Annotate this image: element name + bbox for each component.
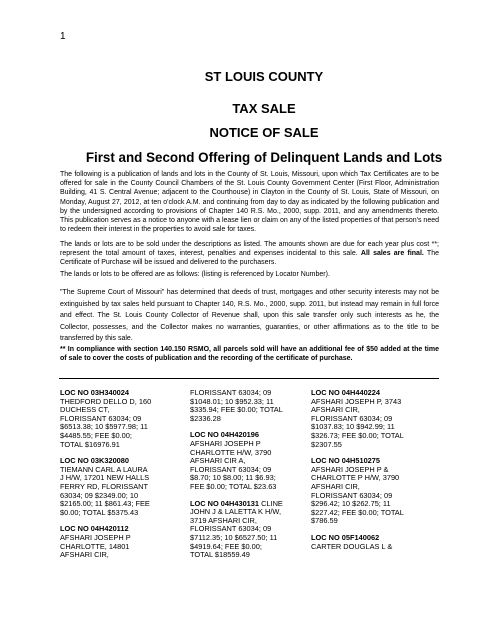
listing-detail-line: AFSHARI CIR A,	[190, 456, 246, 466]
listing-detail-line: $2336.28	[190, 413, 221, 423]
listing-detail-line: $1048.01; 10 $952.33; 11	[190, 396, 274, 406]
listing-detail-line: CHARLOTTE, 14801	[60, 541, 130, 551]
listing-detail-line: AFSHARI JOSEPH P	[60, 532, 131, 542]
title-notice-of-sale: NOTICE OF SALE	[209, 125, 319, 140]
listing-detail-line: $4485.55; FEE $0.00;	[60, 430, 132, 440]
section-divider	[59, 378, 439, 379]
certificate-text: The Certificate of Purchase will be issued and delivered to the purchasers.	[60, 250, 439, 267]
listing-detail-line: DUCHESS CT,	[60, 405, 110, 415]
listing-entry	[60, 457, 178, 517]
listing-detail-line: $227.42; FEE $0.00; TOTAL	[311, 507, 404, 517]
listing-detail-line: $4919.64; FEE $0.00;	[190, 541, 262, 551]
title-offering: First and Second Offering of Delinquent Lands and Lots	[85, 150, 443, 165]
listing-detail-line: TIEMANN CARL A LAURA	[60, 464, 148, 474]
listing-entry	[60, 389, 178, 449]
listing-detail-line: FEE $0.00; TOTAL $23.63	[190, 481, 277, 491]
listing-entry	[190, 431, 308, 491]
listing-column-3	[311, 389, 429, 551]
listing-detail-line: $2165.00; 11 $861.43; FEE	[60, 499, 150, 509]
listing-entry	[311, 457, 429, 526]
listing-detail-line: $1037.83; 10 $942.99; 11	[311, 422, 395, 432]
listing-detail-line: 3719 AFSHARI CIR,	[190, 515, 257, 525]
listing-detail-line: FLORISSANT 63034; 09	[311, 413, 393, 423]
listing-detail-line: CARTER DOUGLAS L &	[311, 541, 393, 551]
locator-number: LOC NO 04H420112	[60, 524, 129, 534]
listing-detail-line: $0.00; TOTAL $5375.43	[60, 507, 139, 517]
title-county: ST LOUIS COUNTY	[204, 69, 324, 84]
listing-detail-line: $786.59	[311, 516, 338, 526]
locator-number: LOC NO 03K320080	[60, 456, 130, 466]
listing-detail-line: $6513.38; 10 $5977.98; 11	[60, 422, 148, 432]
sold-under-paragraph	[60, 240, 439, 268]
sold-under-text: The lands or lots are to be sold under the descriptions as listed. The amounts shown are due for each year plus cost **; represent the total amount of taxes, interest, penalties and expenses incidental to this sale.	[60, 241, 439, 258]
listing-entry	[190, 500, 308, 560]
locator-number: LOC NO 04H430131	[190, 498, 260, 508]
listing-entry	[311, 534, 429, 551]
listing-detail-line: $335.94; FEE $0.00; TOTAL	[190, 405, 283, 415]
locator-number: LOC NO 04H510275	[311, 456, 381, 466]
listing-detail-line: FERRY RD, FLORISSANT	[60, 481, 149, 491]
listing-detail-line: $8.70; 10 $8.00; 11 $6.93;	[190, 473, 276, 483]
locator-number: LOC NO 03H340024	[60, 388, 130, 397]
supreme-court-paragraph: "The Supreme Court of Missouri" has determined that deeds of trust, mortgages and other security interests may not be extinguished by tax sales held pursuant to Chapter 140, R.S. Mo., 2000, supp. 2011, but instead may remain in full force and effect. The St. Louis County Collector of Revenue shall, upon this sale transfer only such interests as he, the Collector, possesses, and the Collector makes no warranties, guaranties, or other affirmations as to the title to be transferred by this sale.	[60, 289, 439, 343]
listing-detail-line: AFSHARI CIR,	[311, 405, 360, 415]
listing-detail-line: AFSHARI CIR,	[60, 550, 109, 560]
listing-detail-line: FLORISSANT 63034; 09	[311, 490, 393, 500]
listing-detail-line: TOTAL $16976.91	[60, 439, 120, 449]
listing-detail-line: CHARLOTTE H/W, 3790	[190, 447, 272, 457]
listing-entry	[190, 389, 308, 423]
title-tax-sale: TAX SALE	[232, 101, 296, 116]
listing-detail-line: FLORISSANT 63034; 09	[190, 464, 272, 474]
listing-detail-line: FLORISSANT 63034; 09	[190, 524, 272, 534]
intro-paragraph: The following is a publication of lands and lots in the County of St. Louis, Missouri, upon which Tax Certificates are to be offered for sale in the County Council Chambers of the St. Louis County Government Center (First Floor, Administration Building, 41 S. Central Avenue; adjacent to the Courthouse) in Clayton in the County of St. Louis, State of Missouri, on Monday, August 27, 2012, at ten o'clock A.M. and continuing from day to day as indicated by the following publication and by the undersigned according to provisions of Chapter 140 R.S. Mo., 2000, supp. 2011, and any amendments thereto. This publication serves as a notice to anyone with a lease lien or claim on any of the listed properties of that person's need to redeem their interest in the properties to avoid sale for taxes.	[60, 171, 439, 234]
listing-detail-line: 63034; 09 $2349.00; 10	[60, 490, 139, 500]
offered-paragraph: The lands or lots to be offered are as follows: (listing is referenced by Locator Number).	[60, 271, 330, 278]
listing-detail-line: AFSHARI CIR,	[311, 481, 360, 491]
listing-detail-line: AFSHARI JOSEPH P &	[311, 464, 389, 474]
listing-detail-line: AFSHARI JOSEPH P	[190, 438, 261, 448]
listing-detail-line: AFSHARI JOSEPH P, 3743	[311, 396, 402, 406]
listing-entry	[60, 525, 178, 559]
listing-detail-line: J H/W, 17201 NEW HALLS	[60, 473, 150, 483]
listing-column-2	[190, 389, 308, 560]
listing-detail-line: JOHN J & LALETTA K H/W,	[190, 507, 282, 517]
fee-notice-paragraph: ** In compliance with section 140.150 RSMO, all parcels sold will have an additional fee of $50 added at the time of sale to cover the costs of publication and the recording of the certificate of purchase.	[60, 346, 439, 363]
listing-detail-line: TOTAL $18559.49	[190, 550, 250, 560]
page-number: 1	[60, 31, 66, 42]
locator-number: LOC NO 04H440224	[311, 388, 381, 397]
listing-detail-line: CHARLOTTE P H/W, 3790	[311, 473, 400, 483]
listing-detail-line: FLORISSANT 63034; 09	[190, 388, 272, 397]
listing-detail-line: THEDFORD DELLO D, 160	[60, 396, 152, 406]
locator-number: LOC NO 05F140062	[311, 532, 380, 542]
listing-detail-line: $2307.55	[311, 439, 342, 449]
listing-detail-line: $7112.35; 10 $6527.50; 11	[190, 532, 278, 542]
listing-detail-line: $296.42; 10 $262.75; 11	[311, 499, 391, 509]
listing-detail-line: FLORISSANT 63034; 09	[60, 413, 142, 423]
final-sales-bold: All sales are final.	[360, 250, 424, 258]
listing-column-1	[60, 389, 178, 560]
listing-owner-start: CLINE	[259, 498, 283, 508]
listing-detail-line: $326.73; FEE $0.00; TOTAL	[311, 430, 404, 440]
locator-number: LOC NO 04H420196	[190, 430, 260, 440]
listing-entry	[311, 389, 429, 449]
